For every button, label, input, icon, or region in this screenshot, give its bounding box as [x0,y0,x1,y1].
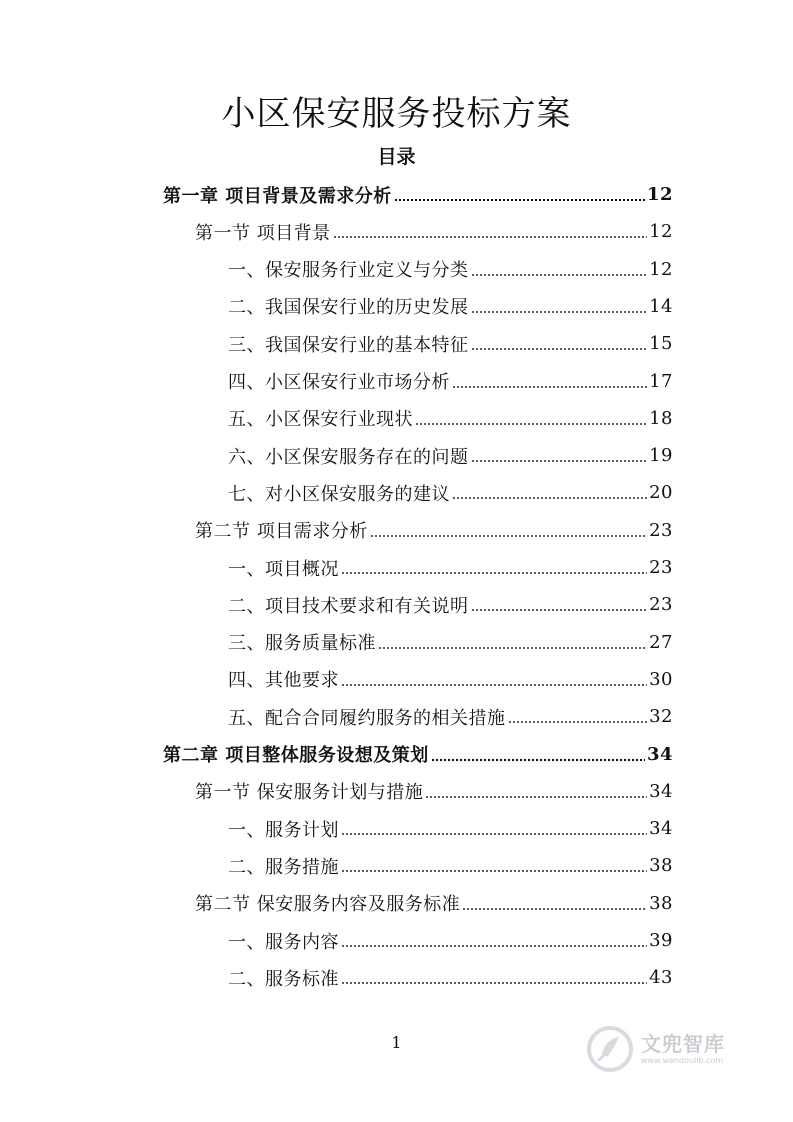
toc-entry-page: 15 [649,333,673,355]
toc-entry-label: 第二章 项目整体服务设想及策划 [163,745,429,766]
toc-dot-leader [341,832,647,836]
toc-entry-page: 14 [649,295,673,317]
toc-entry-page: 34 [649,818,673,840]
toc-entry-label: 第一章 项目背景及需求分析 [163,185,392,207]
toc-entry[interactable] [228,437,673,474]
toc-dot-leader [431,758,645,762]
toc-entry[interactable] [228,847,673,884]
toc-entry-label: 一、项目概况 [228,558,339,580]
toc-entry-page: 23 [649,557,673,578]
toc-dot-leader [394,198,645,202]
toc-entry[interactable] [228,586,673,623]
toc-dot-leader [341,869,647,873]
toc-entry-label: 五、配合合同履约服务的相关措施 [228,707,506,729]
watermark-name: 文兜智库 [641,1032,725,1056]
toc-entry-page: 17 [649,370,673,392]
toc-entry-label: 第二节 项目需求分析 [195,521,368,543]
toc-entry-page: 34 [649,780,673,802]
toc-entry[interactable] [163,736,673,773]
toc-entry[interactable] [195,512,673,549]
toc-entry-label: 第二节 保安服务内容及服务标准 [195,894,461,916]
toc-dot-leader [341,981,647,985]
toc-entry[interactable] [228,624,673,661]
toc-entry[interactable] [228,363,673,400]
toc-entry-page: 12 [649,221,673,243]
toc-entry-label: 四、其他要求 [228,670,339,692]
toc-entry[interactable] [228,325,673,362]
shield-logo-icon [585,1024,635,1074]
toc-dot-leader [452,385,647,389]
toc-entry-page: 12 [646,184,673,205]
toc-entry-label: 一、保安服务行业定义与分类 [228,260,469,282]
toc-entry-page: 23 [649,519,673,541]
toc-entry-page: 20 [649,482,673,504]
toc-entry[interactable] [195,213,673,250]
toc-entry[interactable] [163,176,673,213]
toc-entry[interactable] [228,400,673,437]
toc-dot-leader [341,944,647,948]
document-title: 小区保安服务投标方案 [221,94,572,134]
toc-dot-leader [508,720,648,724]
toc-dot-leader [415,422,647,426]
toc-dot-leader [341,683,647,687]
toc-entry-label: 三、我国保安行业的基本特征 [228,334,469,356]
toc-entry[interactable] [228,922,673,959]
toc-entry[interactable] [228,549,673,586]
toc-entry-page: 19 [649,445,673,467]
toc-dot-leader [471,347,648,351]
toc-dot-leader [471,459,648,463]
toc-heading: 目录 [377,146,416,168]
toc-entry-page: 27 [649,631,673,653]
toc-dot-leader [471,273,648,277]
toc-entry-page: 43 [649,967,673,989]
toc-entry-page: 38 [649,892,673,914]
toc-entry[interactable] [228,698,673,735]
toc-dot-leader [333,235,647,239]
toc-entry-label: 七、对小区保安服务的建议 [228,483,450,505]
toc-dot-leader [452,496,647,500]
toc-entry-label: 四、小区保安行业市场分析 [228,372,450,393]
toc-entry-label: 二、服务措施 [228,856,339,878]
toc-entry-page: 32 [649,706,673,728]
toc-dot-leader [378,646,647,650]
toc-entry-label: 三、服务质量标准 [228,633,376,655]
toc-entry-page: 12 [649,258,673,280]
toc-entry-label: 六、小区保安服务存在的问题 [228,446,469,468]
toc-entry-label: 二、项目技术要求和有关说明 [228,595,469,617]
toc-entry-label: 二、服务标准 [228,968,339,990]
toc-entry-label: 一、服务内容 [228,931,339,953]
toc-entry-page: 18 [649,407,673,429]
toc-entry-label: 第一节 保安服务计划与措施 [195,782,424,804]
watermark [585,1022,775,1076]
toc-entry[interactable] [228,251,673,288]
toc-entry-page: 34 [646,743,673,765]
toc-entry-page: 23 [649,594,673,616]
page-number: 1 [391,1033,402,1052]
toc-entry[interactable] [228,661,673,698]
toc-entry[interactable] [228,474,673,511]
toc-entry[interactable] [228,959,673,996]
toc-entry-page: 39 [649,930,673,951]
watermark-url: www.wendoulib.com [641,1056,724,1065]
toc-dot-leader [425,795,647,799]
toc-entry-label: 二、我国保安行业的历史发展 [228,297,469,319]
toc-dot-leader [370,534,647,538]
toc-dot-leader [471,608,648,612]
toc-entry[interactable] [228,288,673,325]
toc-entry[interactable] [195,773,673,810]
toc-entry-label: 一、服务计划 [228,819,339,841]
toc-entry-page: 30 [649,668,673,690]
toc-entry-label: 五、小区保安行业现状 [228,409,413,431]
toc-dot-leader [462,907,647,911]
toc-entry[interactable] [228,810,673,847]
toc-entry[interactable] [195,885,673,922]
toc-entry-page: 38 [649,855,673,877]
toc-dot-leader [471,310,648,314]
toc-entry-label: 第一节 项目背景 [195,222,331,244]
toc-dot-leader [341,571,647,575]
